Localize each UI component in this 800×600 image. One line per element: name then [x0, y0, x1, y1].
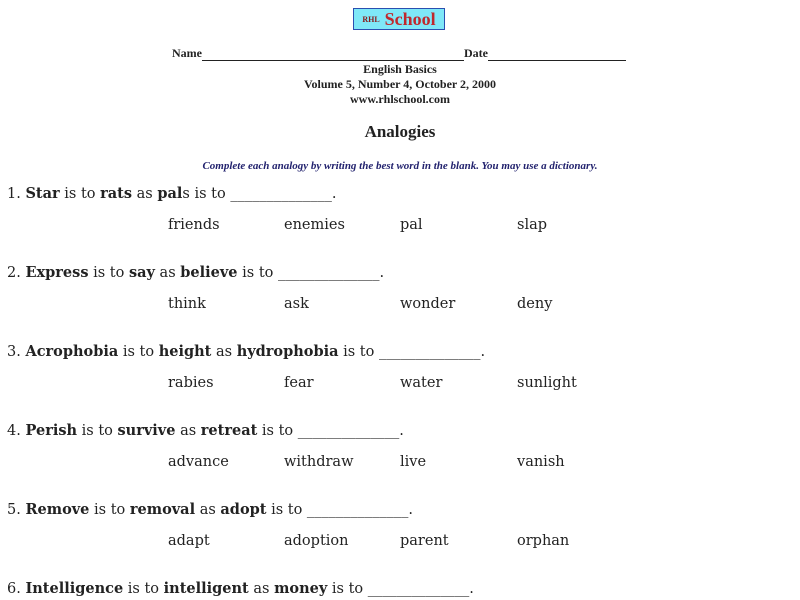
term-a: Express — [25, 264, 89, 281]
answer-option: pal — [400, 217, 423, 233]
name-date-row — [172, 46, 626, 61]
name-label: Name — [172, 46, 202, 60]
question: 2. Express is to say as believe is to ______________. — [7, 264, 385, 281]
question-number: 2. — [7, 265, 21, 281]
text: as — [180, 423, 197, 439]
term-c: retreat — [200, 422, 258, 439]
text: as — [136, 186, 153, 202]
answer-option: friends — [168, 217, 220, 233]
question: 1. Star is to rats as pals is to ______________. — [7, 185, 337, 202]
answer-option: enemies — [284, 217, 345, 233]
text: s — [182, 186, 190, 202]
answer-option: water — [400, 375, 443, 391]
instructions: Complete each analogy by writing the best word in the blank. You may use a dictionary. — [202, 160, 598, 172]
question: 3. Acrophobia is to height as hydrophobia is to ______________. — [7, 343, 486, 360]
answer-option: adoption — [284, 533, 349, 549]
text: as — [215, 344, 233, 360]
term-a: Intelligence — [25, 580, 124, 597]
text: as — [199, 502, 216, 518]
answer-option: deny — [517, 296, 553, 312]
text: is to — [261, 423, 294, 439]
question: 4. Perish is to survive as retreat is to ______________. — [7, 422, 404, 439]
answer-blank[interactable]: ______________ — [306, 502, 409, 518]
date-line — [488, 48, 626, 61]
text: is to — [127, 581, 160, 597]
answer-option: orphan — [517, 533, 570, 549]
text: as — [159, 265, 176, 281]
name-line — [202, 48, 464, 61]
website: www.rhlschool.com — [350, 92, 450, 106]
question-number: 1. — [7, 186, 21, 202]
answer-option: wonder — [400, 296, 456, 312]
term-c: money — [274, 580, 328, 597]
term-b: rats — [100, 185, 133, 202]
answer-option: think — [168, 296, 206, 312]
text: is to — [343, 344, 375, 360]
term-c: adopt — [220, 501, 267, 518]
answer-blank[interactable]: ______________ — [277, 265, 380, 281]
answer-option: live — [400, 454, 427, 470]
answer-option: parent — [400, 533, 449, 549]
answer-option: withdraw — [284, 454, 354, 470]
question-number: 6. — [7, 581, 21, 597]
answer-blank[interactable]: ______________ — [230, 186, 332, 202]
term-a: Remove — [25, 501, 90, 518]
text: as — [253, 581, 270, 597]
question-number: 4. — [7, 423, 21, 439]
term-b: say — [128, 264, 155, 281]
answer-option: rabies — [168, 375, 214, 391]
question-number: 5. — [7, 502, 21, 518]
term-c: hydrophobia — [236, 343, 339, 360]
answer-blank[interactable]: ______________ — [367, 581, 470, 597]
answer-option: vanish — [517, 454, 565, 470]
text: is to — [194, 186, 226, 202]
term-a: Perish — [25, 422, 78, 439]
answer-blank[interactable]: ______________ — [378, 344, 481, 360]
text: is to — [94, 502, 126, 518]
subject: English Basics — [363, 62, 437, 76]
answer-blank[interactable]: ______________ — [297, 423, 400, 439]
question: 5. Remove is to removal as adopt is to ______________. — [7, 501, 414, 518]
answer-option: advance — [168, 454, 229, 470]
answer-option: fear — [284, 375, 314, 391]
term-c: believe — [180, 264, 238, 281]
term-c: pal — [157, 185, 183, 202]
term-a: Star — [25, 185, 60, 202]
issue: Volume 5, Number 4, October 2, 2000 — [303, 77, 497, 91]
text: is to — [242, 265, 274, 281]
text: is to — [81, 423, 113, 439]
answer-option: sunlight — [517, 375, 577, 391]
term-b: survive — [117, 422, 176, 439]
rhl-school-logo: RHL School — [353, 8, 445, 30]
text: is to — [64, 186, 96, 202]
text: is to — [331, 581, 364, 597]
term-b: removal — [129, 501, 196, 518]
question: 6. Intelligence is to intelligent as money is to ______________. — [7, 580, 474, 597]
term-b: height — [158, 343, 212, 360]
term-b: intelligent — [163, 580, 249, 597]
answer-option: slap — [517, 217, 548, 233]
answer-option: adapt — [168, 533, 210, 549]
answer-option: ask — [284, 296, 309, 312]
question-number: 3. — [7, 344, 21, 360]
text: is to — [271, 502, 303, 518]
text: is to — [93, 265, 125, 281]
term-a: Acrophobia — [25, 343, 119, 360]
date-label: Date — [464, 46, 488, 60]
text: is to — [122, 344, 155, 360]
page-title: Analogies — [364, 122, 436, 141]
